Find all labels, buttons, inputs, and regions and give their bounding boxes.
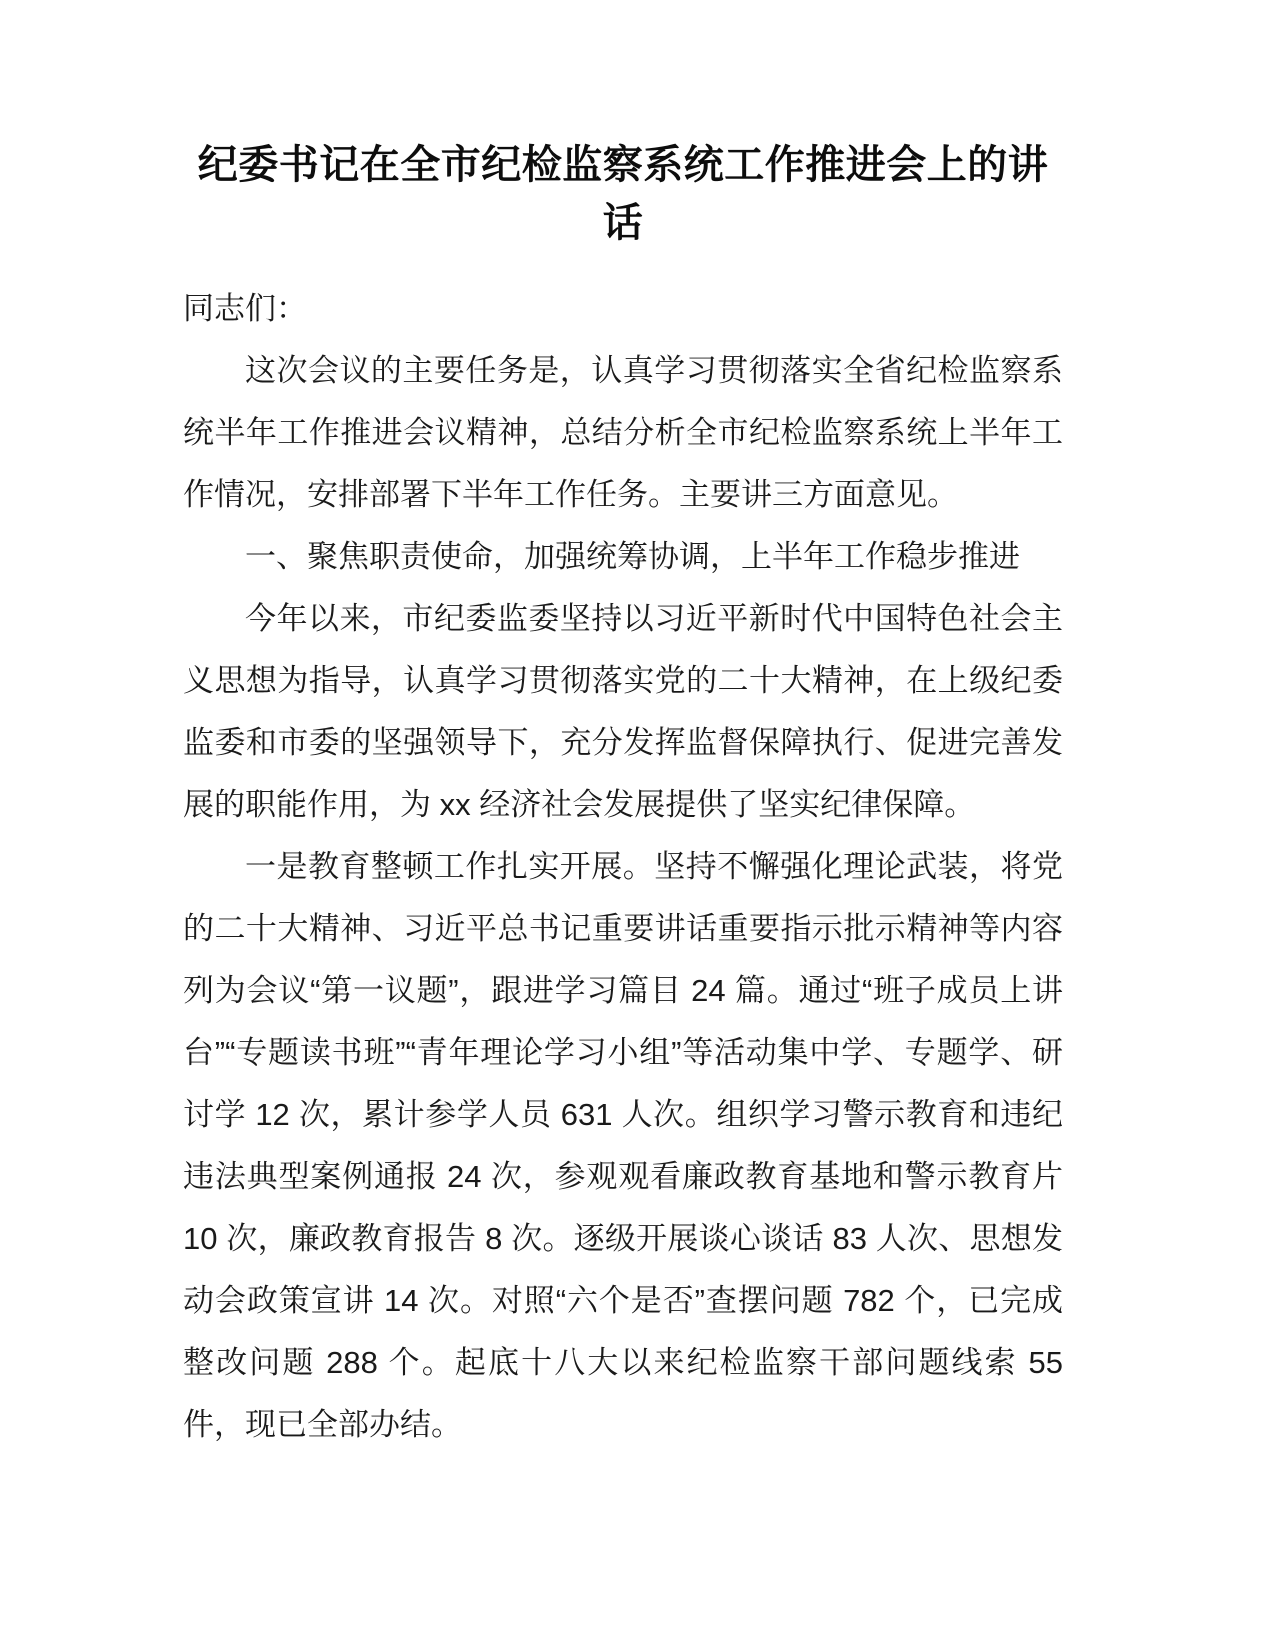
document-content [183,0,1063,1456]
overview-paragraph: 今年以来，市纪委监委坚持以习近平新时代中国特色社会主义思想为指导，认真学习贯彻落实党的二十大精神，在上级纪委监委和市委的坚强领导下，充分发挥监督保障执行、促进完善发展的职能作用，为 xx 经济社会发展提供了坚实纪律保障。 [183,601,1063,822]
point-one-paragraph: 一是教育整顿工作扎实开展。坚持不懈强化理论武装，将党的二十大精神、习近平总书记重要讲话重要指示批示精神等内容列为会议“第一议题”，跟进学习篇目 24 篇。通过“班子成员上讲台”“专题读书班”“青年理论学习小组”等活动集中学、专题学、研讨学 12 次，累计参学人员 631 人次。组织学习警示教育和违纪违法典型案例通报 24 次，参观观看廉政教育基地和警示教育片 10 次，廉政教育报告 8 次。逐级开展谈心谈话 83 人次、思想发动会政策宣讲 14 次。对照“六个是否”查摆问题 782 个，已完成整改问题 288 个。起底十八大以来纪检监察干部问题线索 55 件，现已全部办结。 [183,849,1063,1442]
section-heading-one: 一、聚焦职责使命，加强统筹协调，上半年工作稳步推进 [245,539,1020,574]
intro-paragraph: 这次会议的主要任务是，认真学习贯彻落实全省纪检监察系统半年工作推进会议精神，总结分析全市纪检监察系统上半年工作情况，安排部署下半年工作任务。主要讲三方面意见。 [183,353,1063,512]
page-title: 纪委书记在全市纪检监察系统工作推进会上的讲话 [197,143,1049,245]
salutation-line: 同志们： [183,291,307,326]
